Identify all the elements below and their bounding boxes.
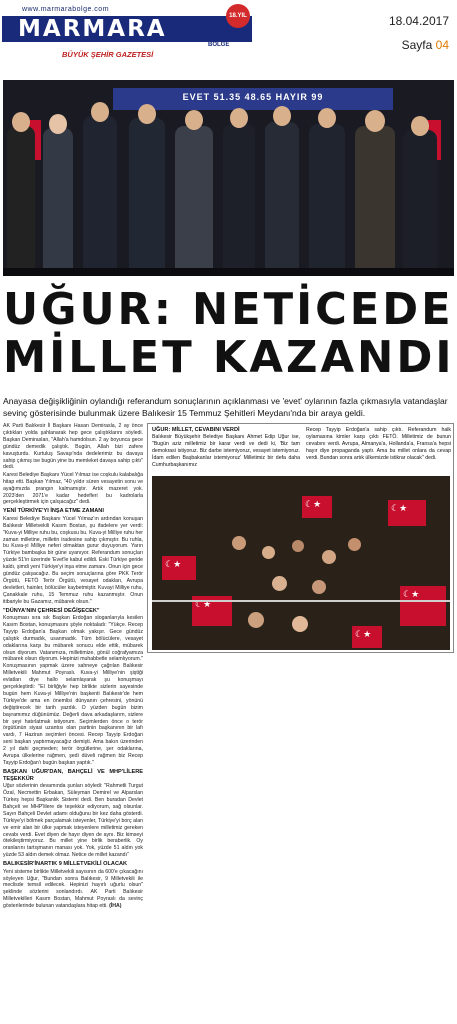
article-column-left [3,423,143,911]
logo-subtitle: BÜYÜK ŞEHİR GAZETESİ [62,50,154,59]
paragraph: AK Parti Balıkesir İl Başkanı Hasan Demirasla, 2 ay önce çıktıkları yolda şahlanarak hep gece çalıştıklarını söyledi. Başkan Demiraslan, "Allah'a hamdolsun. 2 ay boyunca gece gündüz demedik çalıştık. Bugün, Allah bizi zafere kavuşturdu. Kurtuluş Savaşı'nda dedelerimiz bu davaya sahip çıkmış ise bugün yine bu memleket davaya sahip çıktı" dedi. [3,423,143,471]
stage-floor [3,268,454,276]
person-head [12,112,30,132]
barrier-rope [152,600,450,602]
person-head [318,108,336,128]
headline-line-2: MİLLET KAZANDI [3,332,455,383]
crowd-face [248,612,264,628]
paragraph: Uğur sözlerinin devamında şunları söyledi: "Rahmetli Turgut Özal, Necmettin Erbakan, Süleyman Demirel ve Alparslan Türkeş hepsi Başkanlık Sistemi dedi. Ben buradan Devlet Bahçeli ve MHP'lilere de teşekkür ediyorum, sağ olsunlar. Sayın Bahçeli Devlet adamı olduğunu bir kez daha gösterdi. Türkiye'yi bölmek parçalamak isteyenler, Türkiye'yi borç alan ve emir alan bir ülke yapmak isteyenlere milletimiz gereken cevabı verdi. Evet diyen de hayır diyen de aynı. Biz kimseyi ötekileştirmiyoruz. Bu millet yine birlik beraberlik. Oy oranlarını tartışmanın manası yok. Yok, yüzde 51 aldın yok yüzde 53 aldın demek olmaz. Netice de millet kazandı" [3,783,143,859]
result-screen [113,88,393,110]
side-story-paragraph: Balıkesir Büyükşehir Belediye Başkanı Ahmet Edip Uğur ise, "Bugün aziz milletimiz bir karar verdi ve dedi ki, 'Biz tam demokrasi istiyoruz. Biz darbe istemiyoruz, vesayet istemiyoruz. İdam edilen Başbakanlar istemiyoruz' Milletimiz bir defa daha Cumhurbaşkanımız [152,433,300,468]
page-prefix: Sayfa [401,38,433,52]
newspaper-logo[interactable] [2,2,254,62]
person [83,116,117,276]
logo-bolge: BÖLGE [208,42,230,48]
crowd-face [262,546,275,559]
paragraph: Karesi Belediye Başkanı Yücel Yılmaz'ın ardından konuşan Balıkesir Milletvekili Kasım Bostan, şu ifadelere yer verdi: "Kuva-yi Milliye ruhu bu, coşkusu bu. Kuva-yi Milliye ruhu her zaman milletine, milletin iradesine sahip çıkmıştır. Bu ruhla, bu Kuva-yi Milliye neferi olmaktan gurur duyuyorum. Yarın Türkiye bambaşka bir güne uyanıyor. Referandum sonuçları yüzde 51'in üzerinde 'Evet'le kabul edildi. Eski Türkiye geride kaldı, şimdi yeni Türkiye'yi inşa etme zamanı. Onun için gece gündüz çalışacağız. Bu seçim sonuçlarına göre PKK Terör Örgütü, FETÖ Terör Örgütü, vesayet odakları, Avrupa devletleri, hainler, bölücüler kaybetmiştir. Kuvayi Milliye ruhu, Çanakkale ruhu, 15 Temmuz ruhu kazanmıştır. Onun itibariyle bu Gazamız, mübarek olsun." [3,515,143,605]
paragraph: Karesi Belediye Başkanı Yücel Yılmaz ise coşkulu kalabalığa hitap etti. Başkan Yılmaz, "40 yıldır süren vesayetin sonu ve ayağımızda prangın kalmamıştır. Artık mazeret yok. 2023'den 2071'e kadar hedefleri bu kadrolarla gerçekleştirmek için çalışacağız" dedi. [3,471,143,506]
issue-date: 18.04.2017 [388,14,449,28]
result-screen-text: EVET 51.35 48.65 HAYIR 99 [182,92,324,102]
crowd-photo [152,476,450,650]
headline-line-1: UĞUR: NETİCEDE [3,284,454,335]
masthead [0,0,457,72]
person [309,124,345,276]
subheading: "DÜNYA'NIN ÇEHRESİ DEĞİŞECEK" [3,607,100,614]
person-head [230,108,248,128]
person [403,130,437,276]
person-head [273,106,291,126]
crowd-face [312,580,326,594]
crescent-star-icon [302,496,332,518]
subheading: YENİ TÜRKİYE'YI İNŞA ETME ZAMANI [3,508,104,515]
person-head [185,110,203,130]
person [265,122,299,276]
crescent-star-icon [388,500,426,526]
crescent-star-icon [162,556,196,580]
person-head [138,104,156,124]
person [43,128,73,276]
logo-wordmark: MARMARA [2,16,252,42]
crowd-face [348,538,361,551]
person-head [91,102,109,122]
crowd-face [232,536,246,550]
crescent-star-icon [352,626,382,648]
side-story-box [147,423,454,653]
person [223,124,255,276]
crowd-face [272,576,287,591]
person-head [411,116,429,136]
speaker-head [365,110,385,132]
crowd-face [292,616,308,632]
news-agency-credit: (İHA) [109,903,122,910]
logo-url: www.marmarabolge.com [22,6,110,13]
page-number: 04 [435,38,449,52]
side-story-text-b: Recep Tayyip Erdoğan'a sahip çıktı. Referandum halk oylamasına kimler karşı çıktı FETÖ. Milletimiz de bunun cevabını verdi. Avrupa, Almanya'a, Hollanda'a, Fransa'a hepsi hayır diye propaganda yaptı. Ama bu millet onlara da cevap verdi. Bundan sonra artık ülkemizde istikrar olacak" dedi. [306,427,451,461]
anniversary-badge-icon: 18.YIL [226,4,250,28]
person-head [49,114,67,134]
crescent-star-icon [400,586,446,626]
stage-photo [3,80,454,276]
paragraph [3,869,143,910]
person [129,118,165,276]
deck-summary: Anayasa değişikliğinin oylandığı referandum sonuçlarının açıklanması ve 'evet' oylarının fazla çıkmasıyla vatandaşlar sevinç gösterisinde bulunmak üzere Balıkesir 15 Temmuz Şehitleri Meydanı'nda bir araya geldi. [3,396,448,418]
paragraph-text: Yeni sisteme birlikte Milletvekili sayısının da 600'e çıkacağını söyleyen Uğur, "Bundan sonra Balıkesir, 9 Milletvekili ile meclisde temsil edilecek. Hepinizi hayırlı uğurlu olsun" şeklinde sözlerini sonlandırdı. AK Parti Balıkesir Milletvekilleri Kasım Bostan, Mahmut Poyraslı da sevinç gösterilerinde bulunan vatandaşlara hitap etti. [3,868,143,910]
subheading: BAŞKAN UĞUR'DAN, BAHÇELİ VE MHP'LİLERE TEŞEKKÜR [3,768,143,782]
page-indicator [402,38,449,52]
paragraph: Konuşması sıra sık Başkan Erdoğan sloganlarıyla kesilen Kasım Bostan, konuşmasını şöyle noktaladı: "Yükçe. Recep Tayyip Erdoğan'a Başkan olmak yakışır. Gece gündüz çalıştık durmadık, usanmadık. Tüm bölücülere, vesayet odaklarına karşı bu mübarek sonucu elde ettik, mübarek olsun diyorum. Vatanımıza, milletimize, gönül coğrafyamıza mübarek olsun diyorum. Hepinizi muhabbetle selamlıyorum." Konuşmasının yapmak üzere sahneye çağrılan Balıkesir Milletvekili Mahmut Poyraslı. Kuva-yi Milliye'nin şiştiği evlatları diye hallo selamlayarak şu konuşmayı gerçekleştirdi: "El birliğiyle hep birlikte sizlerin sayesinde bugün hem Kuva-yi Milliye'nin başkenti Balıkesir'de hem Türkiye'de ama en önemlisi dünyanın çehresini, yönünü değiştirecek bir tarih yazdık. O yüzden bugün bizim bayramımız düğünümüz. Değerli dava arkadaşlarım, sizlere bir şeyi hatırlatmak istiyorum. Seçimlerden önce o terör örgütünün siyasi uzantısı olan partinin başkanının bir lafı vardı, 7 Haziran seçimleri öncesi. Recep Tayyip Erdoğan seni başkan yaptırmayacağız demişti. Ama bakın üzerinden 2 yıl dahi geçmeden; terör örgütlerine, şer odaklarına, Avrupa ülkelerine rağmen, şedi düveli rağmen biz Recep Tayyip Erdoğan'ı bugün başkan yaptık." [3,614,143,766]
person [7,126,35,276]
headline [3,286,454,382]
side-story-text-a [152,427,300,468]
side-story-heading: UĞUR: MİLLET, CEVABINI VERDİ [152,427,240,433]
crowd-face [292,540,304,552]
person [175,126,213,276]
speaker [355,126,395,276]
crowd-face [322,550,336,564]
subheading: BALIKESİR'İNARTIK 9 MİLLETVEKİLİ OLACAK [3,861,128,868]
